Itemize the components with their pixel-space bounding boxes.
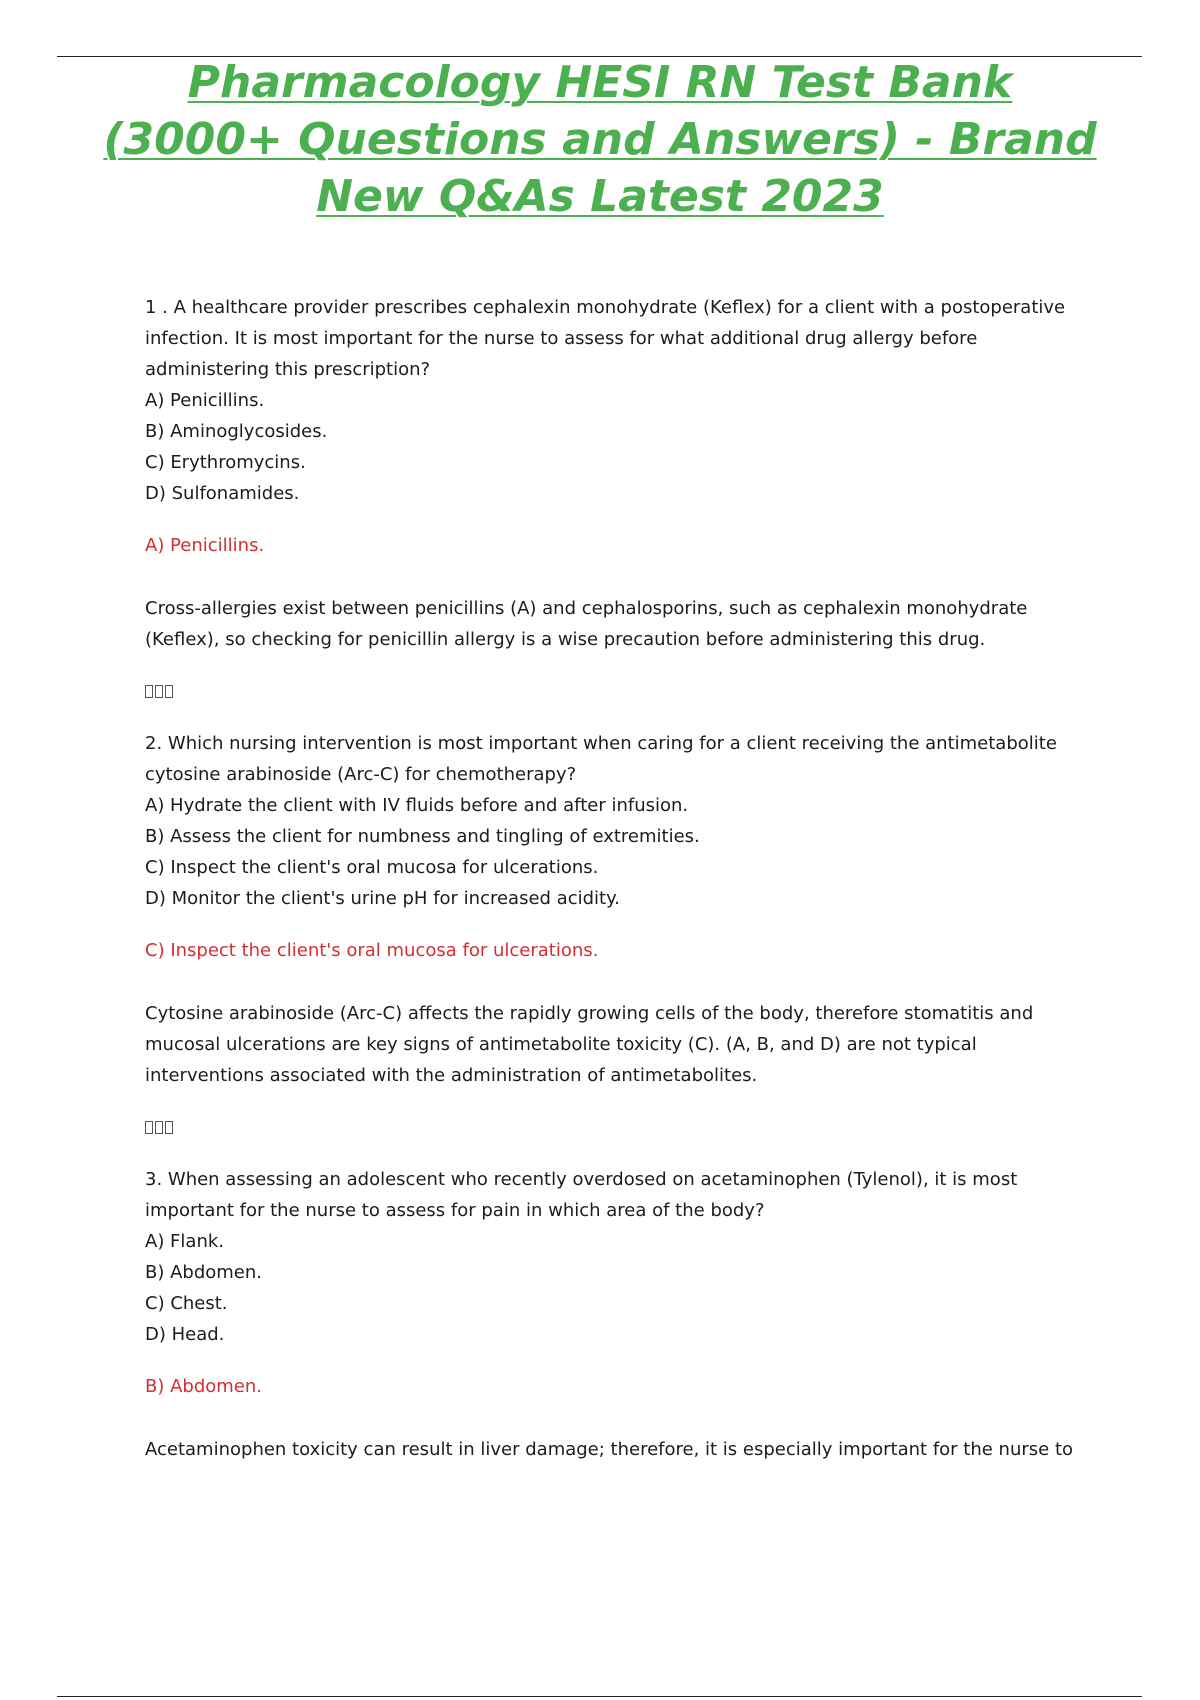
title-line-1: Pharmacology HESI RN Test Bank	[187, 57, 1013, 108]
separator-glyphs	[145, 676, 1085, 707]
question-2	[145, 728, 1085, 1143]
question-3-option-a: A) Flank.	[145, 1231, 224, 1252]
question-2-stem-line-2: cytosine arabinoside (Arc-C) for chemotherapy?	[145, 764, 577, 785]
separator-glyphs	[145, 1112, 1085, 1143]
bottom-rule	[57, 1696, 1142, 1697]
question-1-answer: A) Penicillins.	[145, 535, 265, 556]
question-3-option-b: B) Abdomen.	[145, 1262, 263, 1283]
question-3-option-c: C) Chest.	[145, 1293, 228, 1314]
missing-glyph-box	[165, 1121, 173, 1134]
question-2-option-b: B) Assess the client for numbness and tingling of extremities.	[145, 826, 700, 847]
question-2-stem-line-1: 2. Which nursing intervention is most important when caring for a client receiving the antimetabolite	[145, 733, 1057, 754]
question-1-explanation-line-2: (Keflex), so checking for penicillin allergy is a wise precaution before administering this drug.	[145, 629, 986, 650]
question-1	[145, 292, 1085, 707]
question-2-explanation-line-1: Cytosine arabinoside (Arc-C) affects the rapidly growing cells of the body, therefore stomatitis and	[145, 1003, 1034, 1024]
question-2-answer: C) Inspect the client's oral mucosa for ulcerations.	[145, 940, 599, 961]
question-3-stem-line-2: important for the nurse to assess for pain in which area of the body?	[145, 1200, 765, 1221]
question-2-explanation-line-2: mucosal ulcerations are key signs of antimetabolite toxicity (C). (A, B, and D) are not typical	[145, 1034, 977, 1055]
missing-glyph-box	[145, 685, 153, 698]
question-2-option-d: D) Monitor the client's urine pH for increased acidity.	[145, 888, 620, 909]
missing-glyph-box	[145, 1121, 153, 1134]
missing-glyph-box	[155, 685, 163, 698]
question-1-stem-line-3: administering this prescription?	[145, 359, 431, 380]
missing-glyph-box	[155, 1121, 163, 1134]
question-1-stem-line-2: infection. It is most important for the nurse to assess for what additional drug allergy before	[145, 328, 978, 349]
title-line-3: New Q&As Latest 2023	[316, 171, 884, 222]
document-title	[100, 54, 1100, 225]
question-3-stem-line-1: 3. When assessing an adolescent who recently overdosed on acetaminophen (Tylenol), it is most	[145, 1169, 1018, 1190]
title-line-2: (3000+ Questions and Answers) - Brand	[103, 114, 1097, 165]
question-1-option-d: D) Sulfonamides.	[145, 483, 300, 504]
missing-glyph-box	[165, 685, 173, 698]
question-3-explanation	[145, 1434, 1085, 1465]
question-3-explanation-line-1: Acetaminophen toxicity can result in liver damage; therefore, it is especially important for the nurse to	[145, 1439, 1074, 1460]
question-2-option-a: A) Hydrate the client with IV fluids before and after infusion.	[145, 795, 689, 816]
question-3-answer: B) Abdomen.	[145, 1376, 263, 1397]
question-1-option-c: C) Erythromycins.	[145, 452, 306, 473]
question-3	[145, 1164, 1085, 1465]
question-2-explanation	[145, 998, 1085, 1091]
question-1-explanation-line-1: Cross-allergies exist between penicillins (A) and cephalosporins, such as cephalexin monohydrate	[145, 598, 1028, 619]
question-3-option-d: D) Head.	[145, 1324, 225, 1345]
question-1-explanation	[145, 593, 1085, 655]
question-1-option-a: A) Penicillins.	[145, 390, 265, 411]
question-2-explanation-line-3: interventions associated with the administration of antimetabolites.	[145, 1065, 758, 1086]
question-2-option-c: C) Inspect the client's oral mucosa for ulcerations.	[145, 857, 599, 878]
question-list	[145, 292, 1085, 1465]
question-1-stem-line-1: 1 . A healthcare provider prescribes cephalexin monohydrate (Keflex) for a client with a postoperative	[145, 297, 1066, 318]
question-1-option-b: B) Aminoglycosides.	[145, 421, 328, 442]
